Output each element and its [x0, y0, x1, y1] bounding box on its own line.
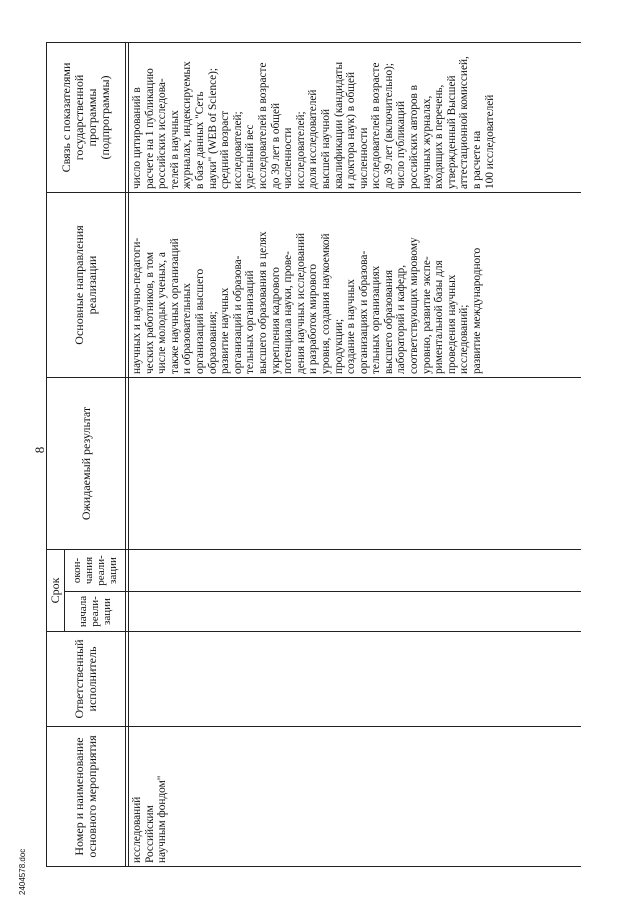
- text-line: и разработок мирового: [307, 263, 320, 374]
- text-line: научным фондом": [156, 775, 169, 863]
- header-directions: Основные направления реализации: [47, 193, 126, 378]
- text-line: средний возраст: [219, 110, 232, 189]
- text-line: ческих работников, в том: [143, 251, 156, 374]
- text-line: удельный вес: [244, 124, 257, 189]
- table-row: [129, 43, 582, 867]
- text-line: развитие международного: [471, 247, 484, 374]
- header-indicators: Связь с показателями государственной программы (подпрограммы): [47, 43, 126, 193]
- text-line: аттестационной комиссией,: [458, 56, 471, 189]
- text-line: в расчете на: [471, 130, 484, 189]
- text-line: исследований: [131, 796, 143, 863]
- text-line: исследователей в возрасте: [256, 62, 269, 189]
- text-line: продукции;: [332, 318, 345, 374]
- cell-indicators: [129, 43, 582, 193]
- text-line: проведения научных: [445, 274, 458, 374]
- rotated-content: [30, 25, 610, 875]
- text-line: высшего образования: [382, 269, 395, 374]
- text-line: создание в научных: [345, 279, 358, 374]
- cell-executor: [129, 632, 582, 727]
- text-line: журналах, индексируемых: [181, 61, 194, 189]
- text-line: риментальной базы для: [433, 260, 446, 374]
- text-line: потенциала науки, прове-: [282, 251, 295, 374]
- text-line: число цитирований в: [131, 87, 143, 189]
- text-line: численности: [357, 127, 370, 189]
- text-line: тельных организациях: [370, 265, 383, 374]
- page-number: 8: [32, 446, 47, 454]
- text-line: исследователей в возрасте: [370, 62, 383, 189]
- text-line: в базе данных "Сеть: [193, 91, 206, 189]
- text-line: организаций высшего: [193, 268, 206, 374]
- text-line: научных журналах,: [420, 95, 433, 189]
- text-line: числе молодых ученых, а: [156, 252, 169, 374]
- cell-term-start: [129, 592, 582, 632]
- text-line: тельных организаций: [244, 270, 257, 374]
- header-measure: Номер и наименование основного мероприятия: [47, 727, 126, 867]
- text-line: дения научных исследований: [294, 232, 307, 374]
- text-line: лабораторий и кафедр,: [395, 264, 408, 374]
- text-line: укрепления кадрового: [269, 267, 282, 374]
- text-line: доля исследователей: [307, 89, 320, 189]
- header-term: Срок: [47, 550, 65, 632]
- header-term-end: окон-чания реали-зации: [65, 550, 126, 592]
- text-line: расчете на 1 публикацию: [143, 68, 156, 189]
- text-line: утвержденный Высшей: [445, 75, 458, 189]
- text-line: исследований;: [458, 304, 471, 374]
- text-line: высшей научной: [319, 108, 332, 189]
- cell-expected-result: [129, 378, 582, 550]
- text-line: науки" (WEB of Science);: [206, 67, 219, 189]
- measures-table: [46, 42, 581, 867]
- cell-measure: [129, 727, 582, 867]
- text-line: квалификации (кандидаты: [332, 61, 345, 189]
- cell-term-end: [129, 550, 582, 592]
- text-line: научных и научно-педагоги-: [131, 237, 143, 374]
- text-line: соответствующих мировому: [408, 237, 421, 374]
- text-line: российских исследова-: [156, 78, 169, 189]
- cell-directions: [129, 193, 582, 378]
- header-executor: Ответственный исполнитель: [47, 632, 126, 727]
- text-line: образования;: [206, 311, 219, 374]
- text-line: Российским: [143, 805, 156, 863]
- header-expected-result: Ожидаемый результат: [47, 378, 126, 550]
- text-line: уровня, создания наукоемкой: [319, 233, 332, 374]
- document-id: 2404578.doc: [18, 848, 27, 895]
- text-line: до 39 лет в общей: [269, 102, 282, 189]
- text-line: телей в научных: [168, 110, 181, 189]
- text-line: высшего образования в целях: [256, 231, 269, 374]
- text-line: организаций и образова-: [231, 255, 244, 374]
- text-line: и доктора наук) в общей: [345, 71, 358, 189]
- text-line: исследователей;: [294, 111, 307, 189]
- text-line: исследователей;: [231, 111, 244, 189]
- text-line: российских авторов в: [408, 84, 421, 189]
- text-line: до 39 лет (включительно);: [382, 62, 395, 189]
- text-line: численности: [282, 127, 295, 189]
- text-line: входящих в перечень,: [433, 84, 446, 189]
- text-line: 100 исследователей: [483, 94, 496, 189]
- text-line: число публикаций: [395, 100, 408, 189]
- text-line: и образовательных: [181, 283, 194, 374]
- text-line: уровню, развитие экспе-: [420, 256, 433, 374]
- text-line: развитие научных: [219, 287, 232, 374]
- text-line: также научных организаций: [168, 238, 181, 374]
- header-term-start: начала реали-зации: [65, 592, 126, 632]
- text-line: организациях и образова-: [357, 250, 370, 374]
